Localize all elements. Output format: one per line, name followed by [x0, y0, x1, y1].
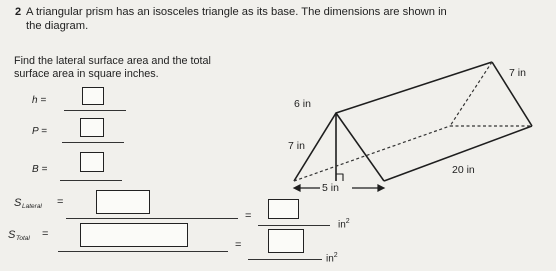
s-lateral-unit: $in^2$	[338, 218, 350, 231]
right-angle-mark	[336, 174, 343, 181]
s-total-equals: =	[42, 228, 49, 240]
problem-number: 2	[15, 6, 22, 18]
dim-base: 5 in	[322, 182, 339, 194]
problem-text-line2: the diagram.	[26, 20, 89, 32]
ridge-edge	[336, 62, 492, 113]
s-lateral-equals-2: =	[245, 210, 252, 222]
s-total-unit: $in^2$	[326, 252, 338, 265]
base-arrow-left	[294, 185, 300, 191]
h-label: h =	[32, 95, 47, 106]
dim-slant: 6 in	[294, 98, 311, 110]
front-triangle	[294, 113, 384, 181]
base-arrow-right	[378, 185, 384, 191]
p-label: P =	[32, 126, 47, 137]
s-total-subscript: Total	[16, 235, 30, 242]
instruction-line1: Find the lateral surface area and the total	[14, 55, 211, 67]
problem-text-line1: A triangular prism has an isosceles triangle as its base. The dimensions are shown in	[26, 6, 447, 18]
dim-triangle-height: 7 in	[288, 140, 305, 152]
s-lateral-subscript: Lateral	[22, 203, 42, 210]
s-total-symbol: S	[8, 229, 16, 241]
dim-prism-height: 7 in	[509, 67, 526, 79]
hidden-bottom-left-edge	[294, 126, 450, 181]
s-lateral-symbol: S	[14, 197, 22, 209]
s-lateral-equals: =	[57, 196, 64, 208]
b-label: B =	[32, 164, 48, 175]
dim-length: 20 in	[452, 164, 475, 176]
s-total-equals-2: =	[235, 239, 242, 251]
hidden-back-left-edge	[450, 62, 492, 126]
instruction-line2: surface area in square inches.	[14, 68, 159, 80]
